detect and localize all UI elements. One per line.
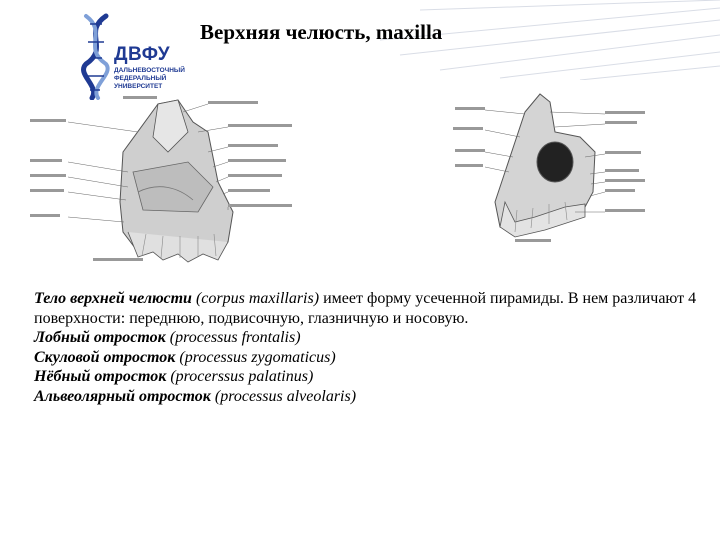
logo-subtitle-line: ДАЛЬНЕВОСТОЧНЫЙ: [114, 67, 185, 74]
paragraph: [34, 387, 704, 407]
logo-title: ДВФУ: [114, 44, 171, 65]
latin-term: (procerssus palatinus): [166, 368, 314, 386]
latin-term: (processus frontalis): [165, 329, 301, 347]
term: Тело верхней челюсти: [34, 290, 192, 307]
logo-subtitle: [114, 67, 194, 91]
university-logo: [78, 12, 190, 100]
latin-term: (processus alveolaris): [210, 387, 357, 405]
logo-subtitle-line: УНИВЕРСИТЕТ: [114, 83, 163, 90]
latin-term: (processus zygomaticus): [175, 348, 336, 366]
maxilla-lateral-illustration: [28, 92, 318, 270]
maxilla-medial-illustration: [445, 92, 665, 248]
term: Скуловой отросток: [34, 348, 176, 366]
paragraph: [34, 348, 704, 368]
paragraph-text: имеет форму усеченной пирамиды. В нем различают 4 поверхности: переднюю, подвисочную, глазничную и носовую.: [34, 290, 697, 327]
paragraph: [34, 367, 704, 387]
term: Нёбный отросток: [34, 368, 167, 386]
term: Лобный отросток: [34, 329, 166, 347]
dna-helix-icon: [78, 12, 114, 100]
body-text: [34, 289, 704, 407]
slide-title: Верхняя челюсть, maxilla: [200, 20, 443, 44]
paragraph: [34, 289, 704, 328]
logo-subtitle-line: ФЕДЕРАЛЬНЫЙ: [114, 75, 167, 82]
term: Альвеолярный отросток: [34, 387, 211, 405]
paragraph: [34, 328, 704, 348]
latin-term: (corpus maxillaris): [191, 290, 320, 307]
